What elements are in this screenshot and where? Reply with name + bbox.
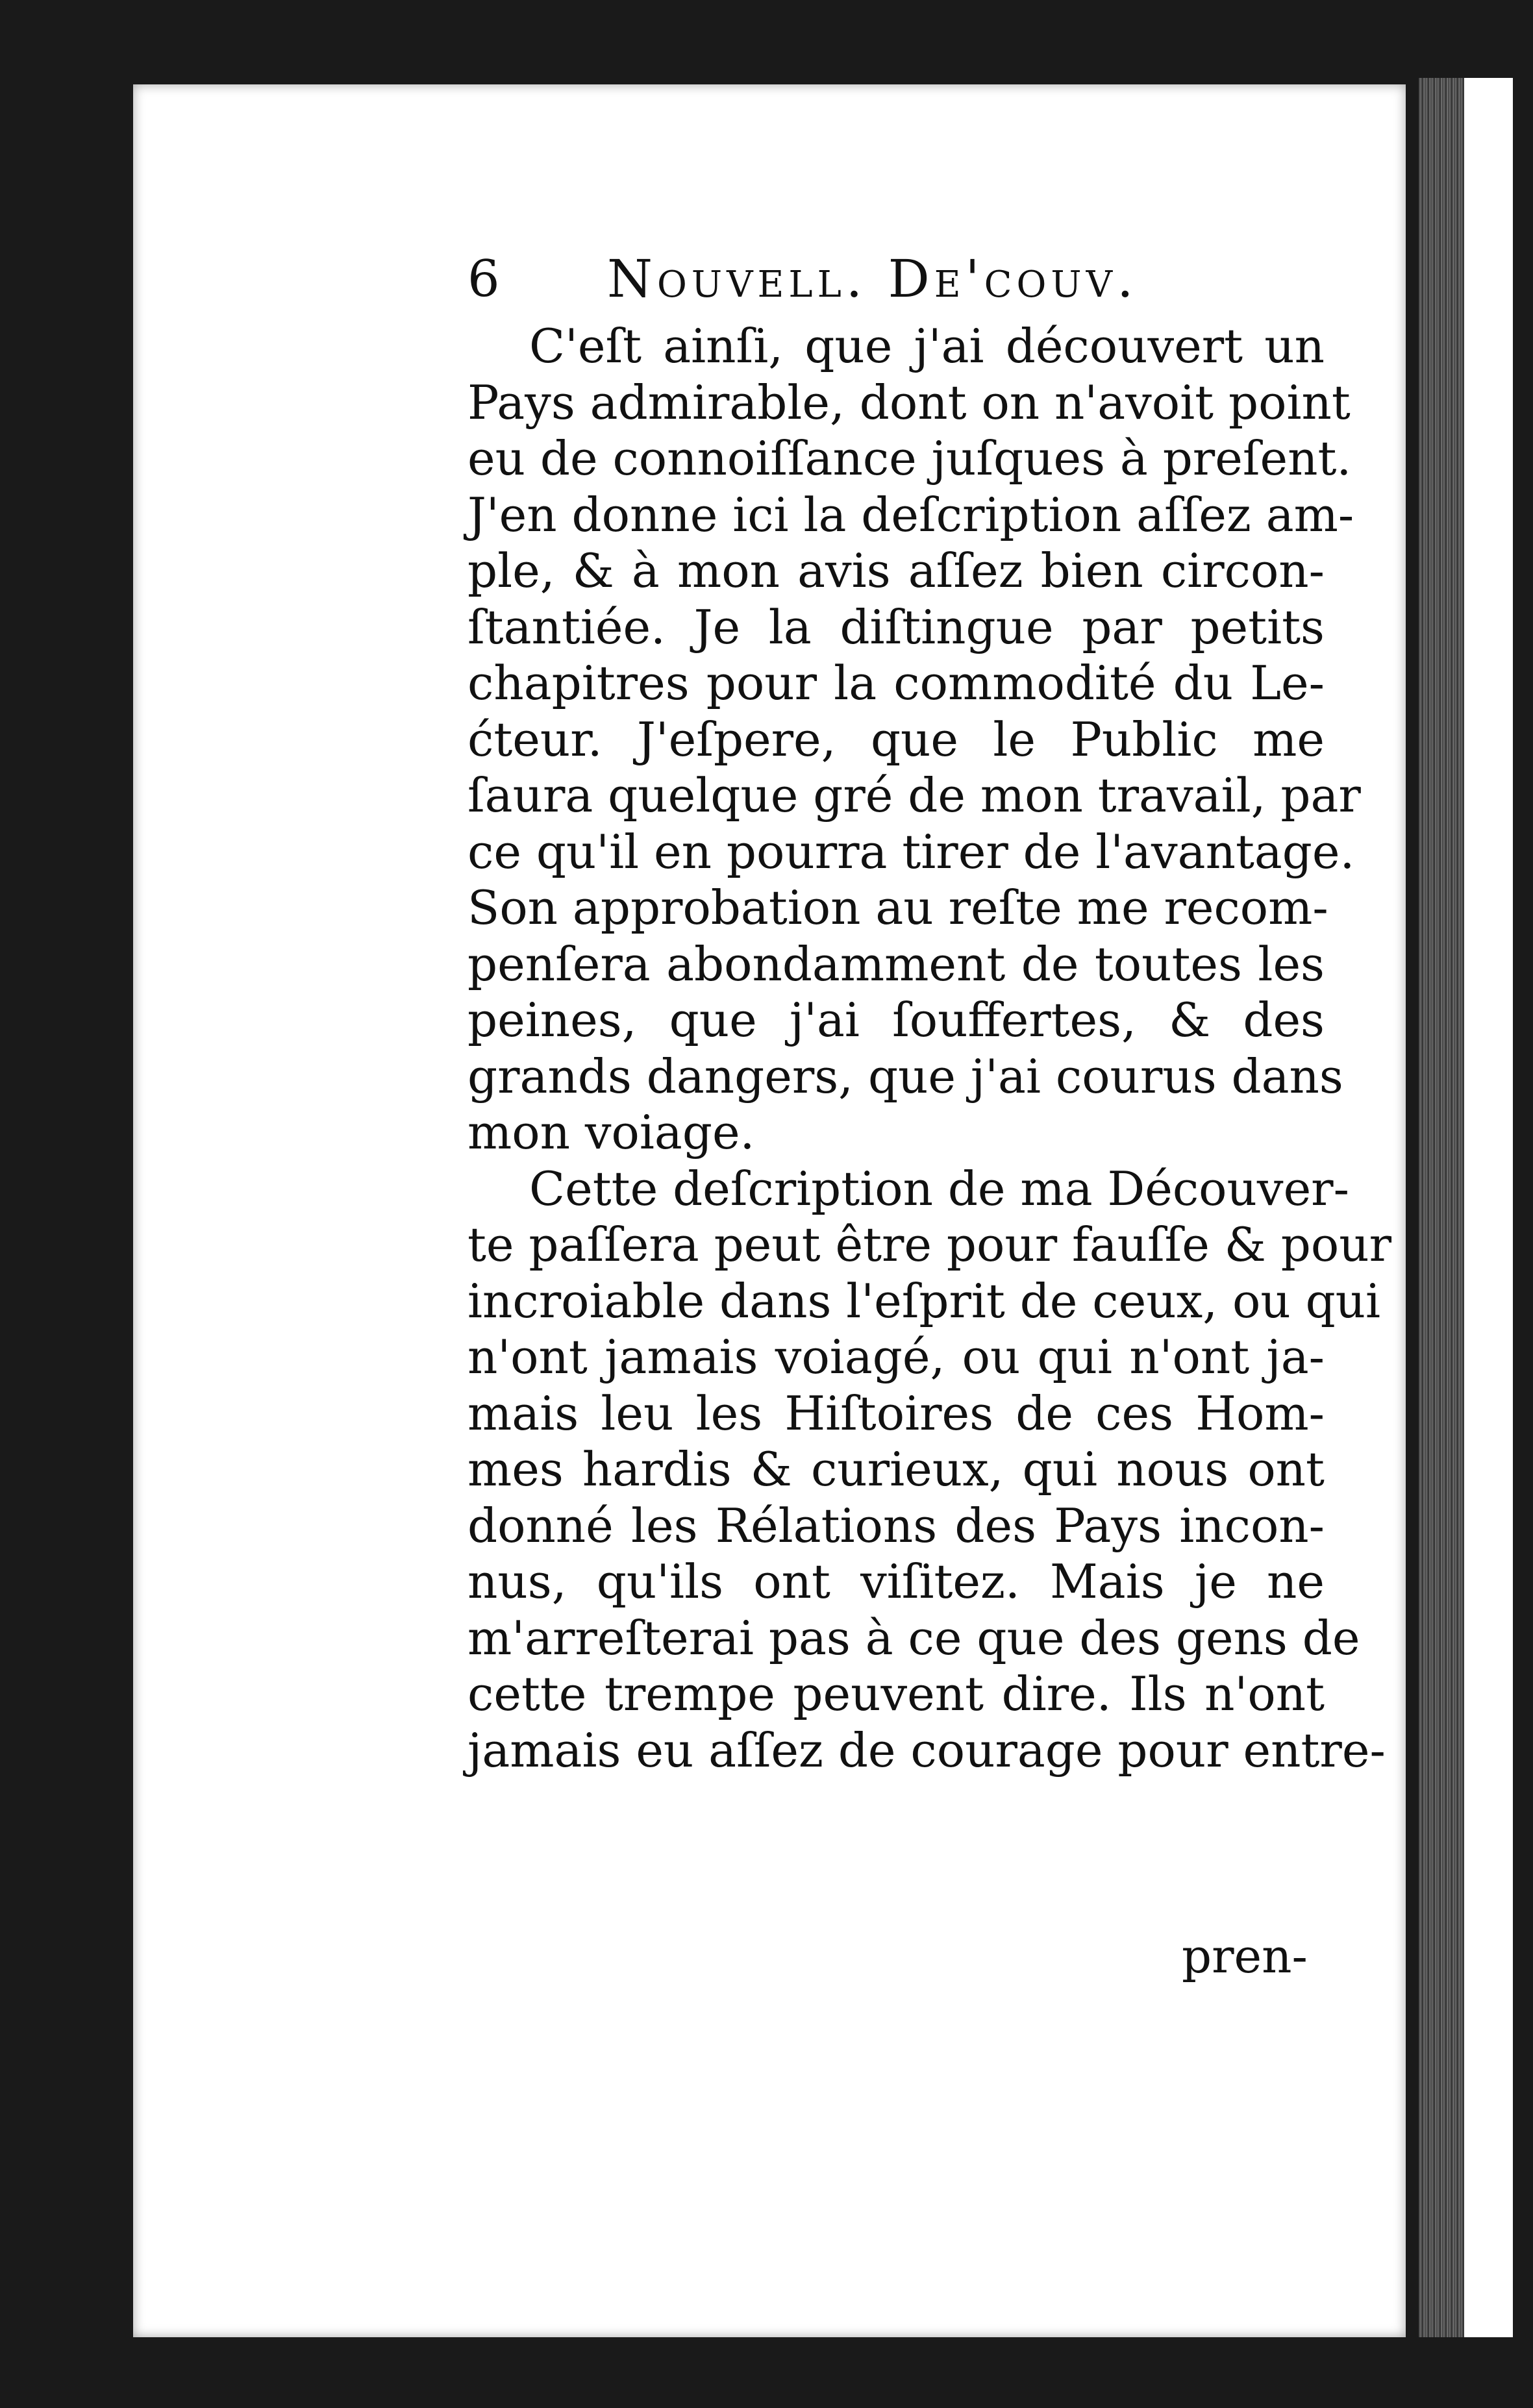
text-line: incroiable dans l'eſprit de ceux, ou qui bbox=[467, 1273, 1381, 1328]
text-line: mes hardis & curieux, qui nous ont bbox=[467, 1442, 1325, 1496]
text-line: te paſſera peut être pour fauſſe & pour bbox=[467, 1217, 1391, 1272]
text-line: grands dangers, que j'ai courus dans bbox=[467, 1049, 1343, 1104]
text-line: eu de connoiſſance juſques à preſent. bbox=[467, 431, 1352, 486]
text-line: J'en donne ici la deſcription aſſez am- bbox=[467, 487, 1354, 542]
text-line: mon voiage. bbox=[467, 1105, 755, 1160]
running-title: Nouvell. De'couv. bbox=[607, 249, 1138, 309]
catchword: pren- bbox=[1182, 1929, 1308, 1983]
text-line: chapitres pour la commodité du Le- bbox=[467, 656, 1325, 710]
text-line: ple, & à mon avis aſſez bien circon- bbox=[467, 543, 1325, 598]
text-line: donné les Rélations des Pays incon- bbox=[467, 1498, 1325, 1553]
page-number: 6 bbox=[467, 250, 500, 308]
text-line: cette trempe peuvent dire. Ils n'ont bbox=[467, 1667, 1325, 1721]
adjacent-page-edge bbox=[1464, 78, 1513, 2337]
page-edge bbox=[1419, 78, 1464, 2337]
paragraph-2 bbox=[467, 1161, 1391, 1779]
text-line: Cette deſcription de ma Découver- bbox=[529, 1161, 1349, 1216]
text-line: penſera abondamment de toutes les bbox=[467, 936, 1325, 991]
text-line: Son approbation au reſte me recom- bbox=[467, 880, 1328, 935]
text-line: n'ont jamais voiagé, ou qui n'ont ja- bbox=[467, 1330, 1325, 1384]
text-line: mais leu les Hiſtoires de ces Hom- bbox=[467, 1385, 1325, 1441]
text-line: peines, que j'ai ſouffertes, & des bbox=[467, 993, 1325, 1047]
page-header bbox=[467, 247, 1312, 312]
text-line: ćteur. J'eſpere, que le Public me bbox=[467, 712, 1325, 767]
text-line: ſtantiée. Je la diſtingue par petits bbox=[467, 599, 1325, 654]
text-line: m'arreſterai pas à ce que des gens de bbox=[467, 1610, 1360, 1665]
text-line: ſaura quelque gré de mon travail, par bbox=[467, 768, 1361, 823]
paragraph-1 bbox=[467, 318, 1361, 1161]
text-line: ce qu'il en pourra tirer de l'avantage. bbox=[467, 824, 1355, 879]
text-line: C'eſt ainſi, que j'ai découvert un bbox=[529, 319, 1325, 373]
body-text bbox=[467, 318, 1391, 1778]
text-line: nus, qu'ils ont viſitez. Mais je ne bbox=[467, 1554, 1325, 1609]
text-line: Pays admirable, dont on n'avoit point bbox=[467, 375, 1351, 430]
text-line: jamais eu aſſez de courage pour entre- bbox=[467, 1722, 1386, 1778]
